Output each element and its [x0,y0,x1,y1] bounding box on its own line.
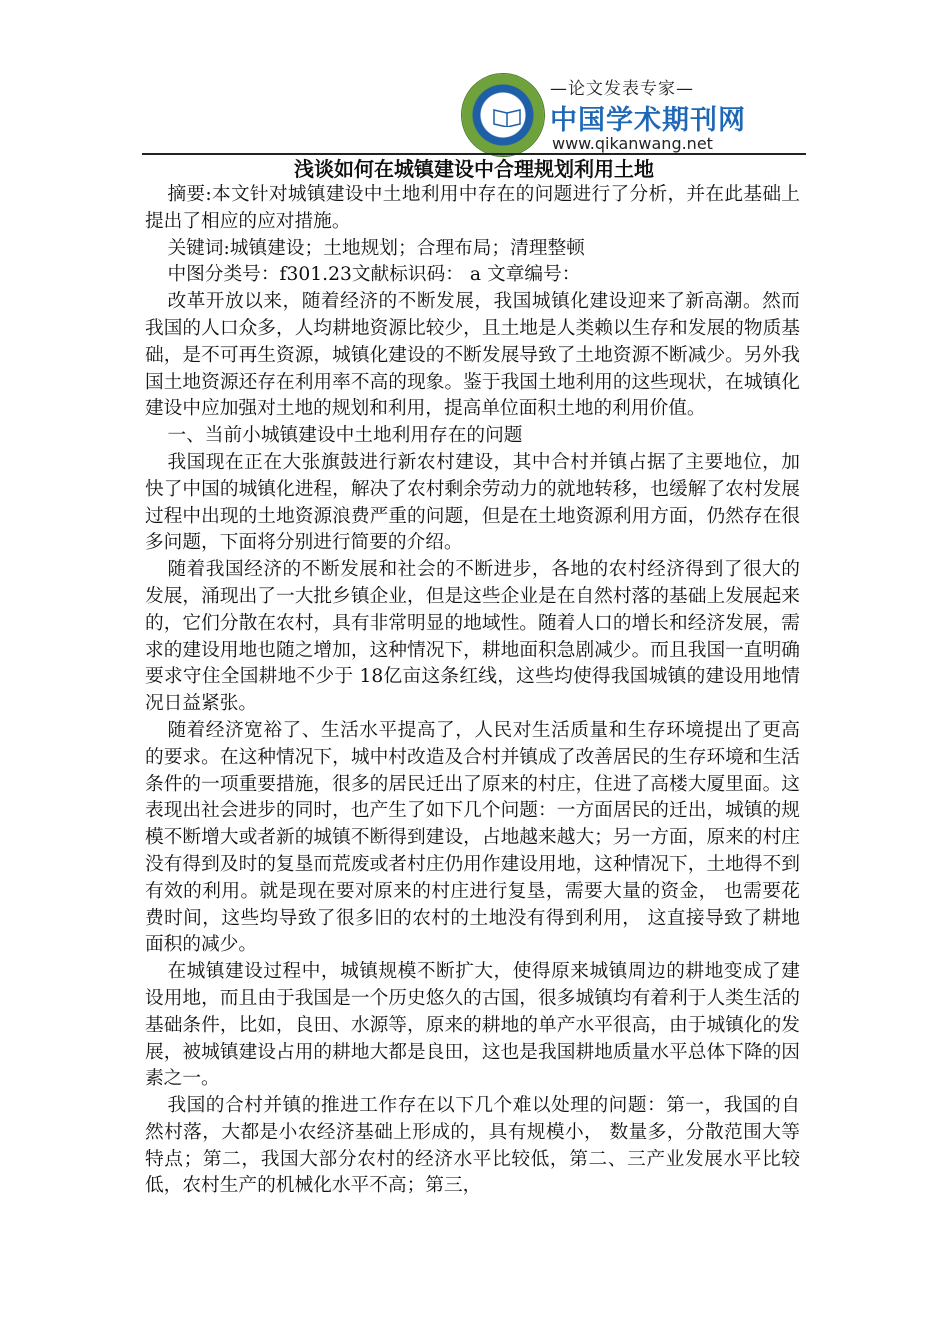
site-brand: 中国学术期刊网 [550,105,746,136]
classification-paragraph: 中图分类号：f301.23文献标识码： a 文章编号： [167,264,581,286]
section-heading: 一、当前小城镇建设中土地利用存在的问题 [167,425,523,447]
site-url: www.qikanwang.net [552,134,713,153]
body-paragraph: 改革开放以来，随着经济的不断发展，我国城镇化建设迎来了新高潮。然而我国的人口众多，人均耕地资源比较少，且土地是人类赖以生存和发展的物质基础，是不可再生资源，城镇化建设的不断发展导致了土地资源不断减少。另外我国土地资源还存在利用率不高的现象。鉴于我国土地利用的这些现状，在城镇化建设中应加强对土地的规划和利用，提高单位面积土地的利用价值。 [145,291,800,420]
abstract-paragraph: 摘要:本文针对城镇建设中土地利用中存在的问题进行了分析，并在此基础上提出了相应的应对措施。 [145,184,800,232]
body-paragraph: 在城镇建设过程中，城镇规模不断扩大，使得原来城镇周边的耕地变成了建设用地，而且由于我国是一个历史悠久的古国，很多城镇均有着利于人类生活的基础条件，比如，良田、水源等，原来的耕地的单产水平很高，由于城镇化的发展，被城镇建设占用的耕地大都是良田，这也是我国耕地质量水平总体下降的因素之一。 [145,961,800,1090]
body-paragraph: 随着经济宽裕了、生活水平提高了，人民对生活质量和生存环境提出了更高的要求。在这种情况下，城中村改造及合村并镇成了改善居民的生存环境和生活条件的一项重要措施，很多的居民迁出了原来的村庄，住进了高楼大厦里面。这表现出社会进步的同时，也产生了如下几个问题：一方面居民的迁出，城镇的规模不断增大或者新的城镇不断得到建设，占地越来越大；另一方面，原来的村庄没有得到及时的复垦而荒废或者村庄仍用作建设用地，这种情况下，土地得不到有效的利用。就是现在要对原来的村庄进行复垦，需要大量的资金， 也需要花费时间，这些均导致了很多旧的农村的土地没有得到利用， 这直接导致了耕地面积的减少。 [145,719,800,956]
article-title: 浅谈如何在城镇建设中合理规划利用土地 [294,157,654,181]
site-header [458,68,746,158]
keywords-paragraph: 关键词:城镇建设；土地规划；合理布局；清理整顿 [167,237,585,259]
article-body [145,182,800,1200]
body-paragraph: 我国的合村并镇的推进工作存在以下几个难以处理的问题：第一，我国的自然村落，大都是小农经济基础上形成的，具有规模小， 数量多，分散范围大等特点；第二，我国大部分农村的经济水平比较低，第二、三产业发展水平比较低，农村生产的机械化水平不高；第三， [145,1095,800,1197]
body-paragraph: 随着我国经济的不断发展和社会的不断进步，各地的农村经济得到了很大的发展，涌现出了一大批乡镇企业，但是这些企业是在自然村落的基础上发展起来的，它们分散在农村，具有非常明显的地域性。随着人口的增长和经济发展，需求的建设用地也随之增加，这种情况下，耕地面积急剧减少。而且我国一直明确要求守住全国耕地不少于 18亿亩这条红线，这些均使得我国城镇的建设用地情况日益紧张。 [145,559,800,715]
header-divider [142,153,806,155]
body-paragraph: 我国现在正在大张旗鼓进行新农村建设，其中合村并镇占据了主要地位，加快了中国的城镇化进程，解决了农村剩余劳动力的就地转移，也缓解了农村发展过程中出现的土地资源浪费严重的问题，但是在土地资源利用方面，仍然存在很多问题，下面将分别进行简要的介绍。 [145,451,800,554]
site-tagline: —论文发表专家— [550,79,694,99]
book-icon [492,107,522,127]
logo-emblem [462,74,544,156]
